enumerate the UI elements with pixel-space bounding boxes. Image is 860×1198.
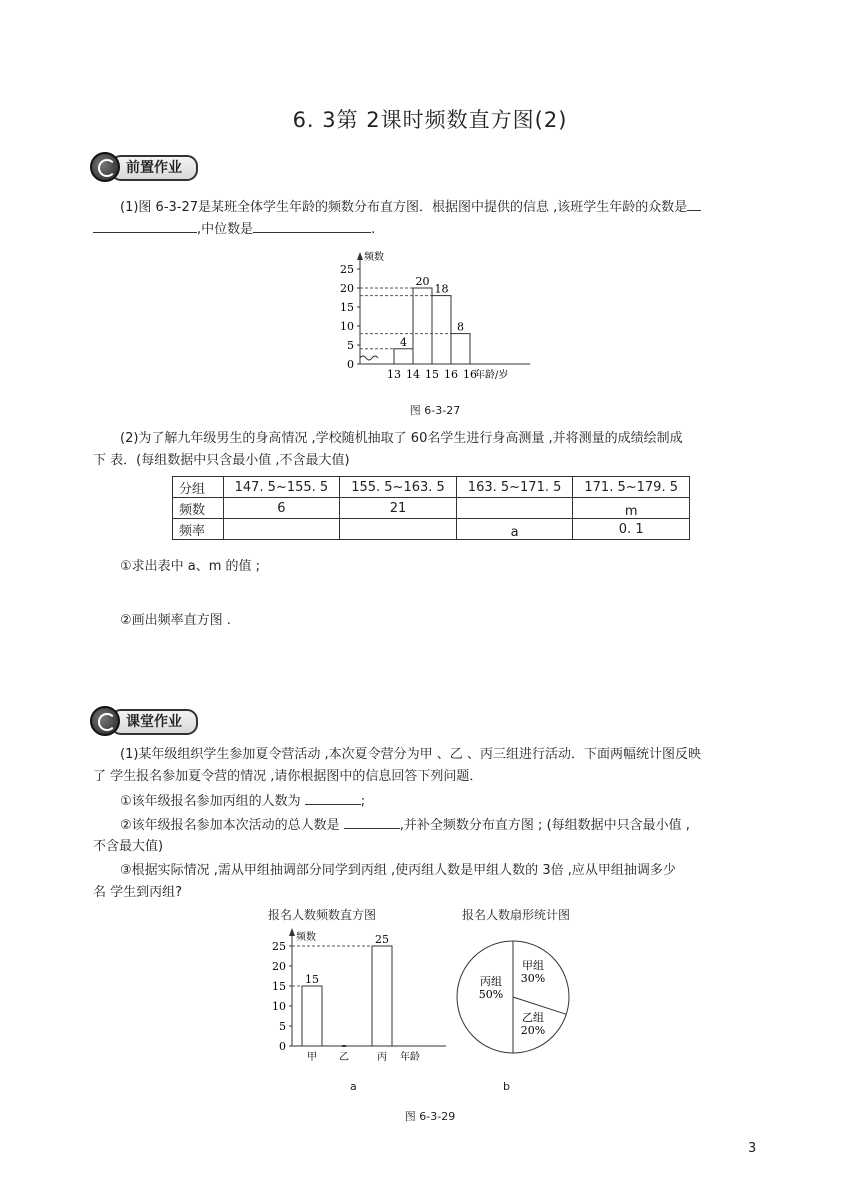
- pie-slice-name: 丙组: [480, 975, 502, 988]
- y-tick-label: 0: [279, 1040, 286, 1053]
- table-cell: 147. 5~155. 5: [223, 477, 340, 498]
- question-text: ,并补全频数分布直方图 ; (每组数据中只含最小值 ,: [399, 818, 690, 833]
- chart-b-title: 报名人数扇形统计图: [462, 908, 571, 922]
- table-cell: 171. 5~179. 5: [573, 477, 690, 498]
- table-row: [173, 498, 690, 519]
- table-cell: m: [573, 498, 690, 519]
- section-heading: 前置作业: [110, 155, 198, 181]
- group-histogram: [266, 926, 456, 1066]
- age-histogram: [330, 246, 540, 386]
- figure-caption: 图 6-3-27: [409, 404, 461, 417]
- question-text: (1)图 6-3-27是某班全体学生年龄的频数分布直方图．根据图中提供的信息 ,该班学生年龄的众数是: [120, 200, 688, 215]
- table-cell: a: [456, 519, 573, 540]
- y-tick-label: 0: [347, 358, 354, 371]
- table-cell: 163. 5~171. 5: [456, 477, 573, 498]
- classwork-s3-line-2: 名 学生到丙组?: [93, 885, 183, 900]
- classwork-s3-line-1: ③根据实际情况 ,需从甲组抽调部分同学到丙组 ,使丙组人数是甲组人数的 3倍 ,应从甲组抽调多少: [120, 863, 676, 878]
- section-banner-preview: [90, 152, 220, 180]
- table-cell[interactable]: [340, 519, 457, 540]
- question-2-line-2: 下 表．(每组数据中只含最小值 ,不含最大值): [93, 453, 350, 468]
- row-header-cell: 频数: [173, 498, 224, 519]
- swirl-icon: [90, 152, 120, 182]
- classwork-s2-line-2: 不含最大值): [93, 839, 164, 854]
- x-tick-label: 16: [444, 368, 458, 381]
- y-tick-label: 25: [340, 263, 354, 276]
- subfigure-label-a: a: [350, 1080, 357, 1093]
- bar-value-label: 8: [457, 320, 464, 334]
- sub-question-1: ①求出表中 a、m 的值 ;: [120, 559, 261, 574]
- pie-slice-percent: 20%: [520, 1024, 546, 1037]
- answer-blank[interactable]: [305, 790, 361, 805]
- question-1-line-2: [93, 218, 783, 241]
- chart-a-title: 报名人数频数直方图: [268, 908, 377, 922]
- axis-break: [360, 356, 378, 360]
- table-cell: 0. 1: [573, 519, 690, 540]
- pie-slice-name: 甲组: [522, 959, 544, 972]
- x-axis-label: 年龄: [400, 1052, 420, 1063]
- period: .: [371, 222, 376, 237]
- question-text: ①该年级报名参加丙组的人数为: [120, 794, 301, 809]
- table-cell[interactable]: [223, 519, 340, 540]
- x-tick-label: 甲: [307, 1052, 317, 1063]
- page-number: 3: [748, 1141, 757, 1156]
- section-banner-classwork: [90, 706, 220, 734]
- group-pie-chart: [448, 932, 578, 1062]
- answer-blank[interactable]: [687, 196, 701, 211]
- y-axis-arrow: [289, 928, 295, 936]
- y-tick-label: 5: [279, 1020, 286, 1033]
- question-2-line-1: (2)为了解九年级男生的身高情况 ,学校随机抽取了 60名学生进行身高测量 ,并将测量的成绩绘制成: [120, 431, 683, 446]
- bar-value-label: 25: [375, 933, 389, 946]
- x-tick-label: 14: [406, 368, 420, 381]
- x-tick-label: 乙: [339, 1052, 349, 1063]
- histogram-bar: [372, 946, 392, 1046]
- bar-value-label: 15: [305, 973, 319, 986]
- x-tick-label: 15: [425, 368, 439, 381]
- y-axis-label: 频数: [296, 932, 316, 943]
- semicolon: ;: [360, 794, 366, 809]
- question-1-line-1: [120, 196, 780, 219]
- histogram-bar: [432, 296, 451, 364]
- table-cell: 155. 5~163. 5: [340, 477, 457, 498]
- histogram-bar: [302, 986, 322, 1046]
- x-axis-label: 年龄/岁: [475, 370, 509, 381]
- x-tick-label-end: 16: [463, 368, 477, 381]
- y-tick-label: 20: [272, 960, 286, 973]
- classwork-q1-line-2: 了 学生报名参加夏令营的情况 ,请你根据图中的信息回答下列问题．: [93, 769, 483, 784]
- pie-slice-name: 乙组: [522, 1011, 544, 1024]
- answer-blank[interactable]: [344, 814, 400, 829]
- pie-slice-percent: 30%: [520, 972, 546, 985]
- row-header-cell: 频率: [173, 519, 224, 540]
- x-tick-label: 丙: [377, 1052, 387, 1063]
- histogram-bar: [413, 288, 432, 364]
- question-text: ②该年级报名参加本次活动的总人数是: [120, 818, 340, 833]
- bar-value-label: 20: [415, 275, 430, 288]
- table-cell: 6: [223, 498, 340, 519]
- y-axis-arrow: [357, 252, 363, 260]
- histogram-bar: [394, 349, 413, 364]
- y-tick-label: 15: [272, 980, 286, 993]
- subfigure-label-b: b: [503, 1080, 510, 1093]
- table-cell[interactable]: [456, 498, 573, 519]
- classwork-q1-line-1: (1)某年级组织学生参加夏令营活动 ,本次夏令营分为甲 、乙 、丙三组进行活动．下面两幅统计图反映: [120, 747, 701, 762]
- question-text: ,中位数是: [197, 222, 254, 237]
- pie-slice-percent: 50%: [478, 988, 504, 1001]
- bar-value-label: 4: [400, 335, 407, 349]
- sub-question-2: ②画出频率直方图 .: [120, 613, 231, 628]
- y-tick-label: 20: [340, 282, 354, 295]
- x-tick-label: 13: [387, 368, 401, 381]
- classwork-s2: [120, 814, 690, 837]
- y-tick-label: 15: [340, 301, 354, 314]
- y-tick-label: 25: [272, 940, 286, 953]
- play-icon: [90, 706, 120, 736]
- answer-blank-median[interactable]: [253, 218, 371, 233]
- classwork-s1: [120, 790, 365, 813]
- page-title: 6. 3第 2课时频数直方图(2): [292, 108, 568, 132]
- table-row: [173, 519, 690, 540]
- histogram-bar: [451, 334, 470, 364]
- y-tick-label: 10: [272, 1000, 286, 1013]
- table-cell: 21: [340, 498, 457, 519]
- bar-value-label: 18: [434, 282, 449, 296]
- table-row: [173, 477, 690, 498]
- y-axis-label: 频数: [364, 252, 384, 263]
- row-header-cell: 分组: [173, 477, 224, 498]
- y-tick-label: 5: [347, 339, 354, 352]
- figure-caption: 图 6-3-29: [404, 1110, 456, 1123]
- frequency-table: [172, 476, 690, 540]
- section-heading: 课堂作业: [110, 709, 198, 735]
- y-tick-label: 10: [340, 320, 354, 333]
- answer-blank-mode[interactable]: [93, 218, 197, 233]
